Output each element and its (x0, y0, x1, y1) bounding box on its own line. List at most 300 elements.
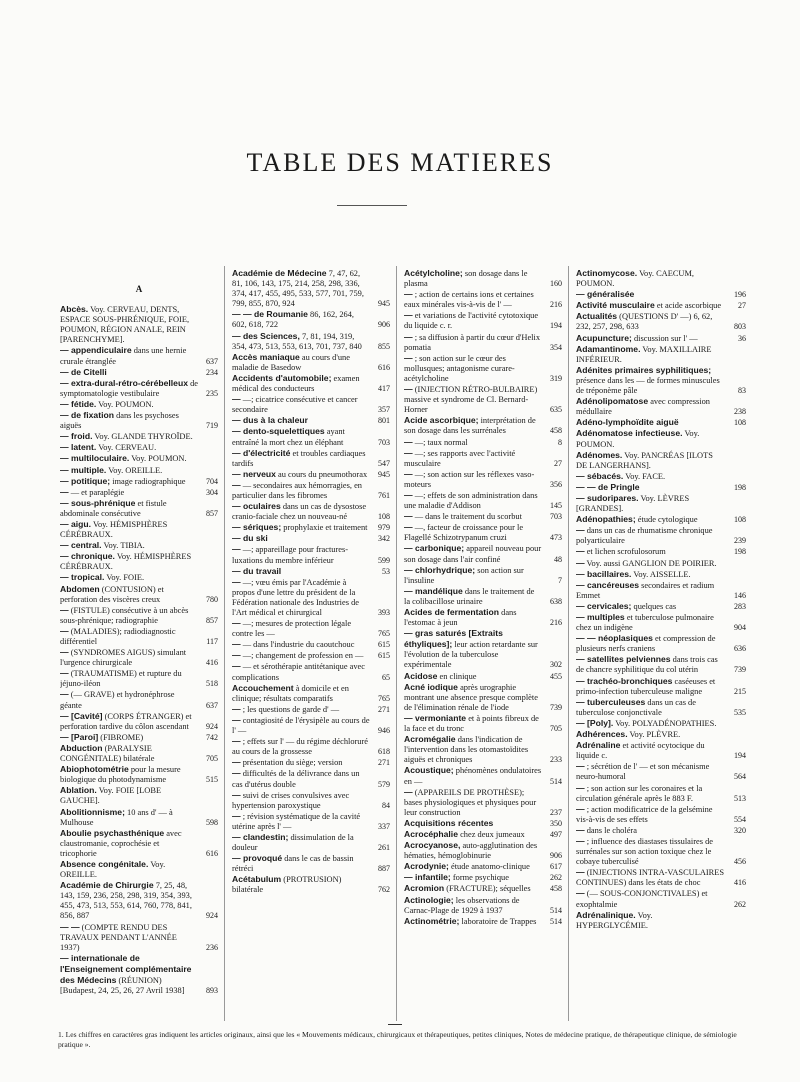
index-entry (576, 396, 746, 417)
entry-heading: — [Poly]. (576, 717, 614, 728)
entry-heading: — (60, 625, 69, 636)
index-entry (404, 883, 562, 894)
entry-heading: — (576, 546, 585, 557)
entry-heading: — appendiculaire (60, 345, 132, 356)
entry-text (404, 384, 544, 415)
entry-description: (PARALYSIE CONGÉNITALE) bilatérale (60, 743, 155, 764)
entry-description: Voy. PLÈVRE. (629, 730, 681, 740)
entry-description: — dans l'industrie du caoutchouc (242, 640, 355, 650)
index-entry (576, 428, 746, 449)
entry-text (60, 711, 200, 732)
page-number: 302 (550, 660, 562, 670)
entry-text (576, 268, 728, 289)
entry-description: Voy. HÉMISPHÈRES CÉRÉBRAUX. (60, 552, 192, 572)
page-number: 906 (378, 320, 390, 330)
index-entry (60, 498, 218, 519)
entry-text (404, 861, 544, 872)
index-entry (404, 490, 562, 511)
page-number: 237 (550, 807, 562, 817)
index-entry (576, 729, 746, 740)
page-number: 535 (734, 707, 746, 717)
index-entry (576, 344, 746, 365)
page-number: 579 (378, 779, 390, 789)
index-entry (576, 718, 746, 729)
entry-description: —, facteur de croissance pour le Flagellé Schizotrypanum cruzi (404, 523, 524, 543)
entry-description: et tuberculose pulmonaire chez un indigène (576, 613, 714, 633)
entry-description: prophylaxie et traitement (283, 523, 368, 533)
entry-heading: Adénomes. (576, 449, 623, 460)
entry-heading: Adénites primaires syphilitiques; (576, 364, 712, 375)
index-entry (232, 522, 390, 533)
entry-heading: Absence congénitale. (60, 858, 149, 869)
entry-heading: — du travail (232, 565, 282, 576)
page-number: 513 (734, 793, 746, 803)
index-entry (60, 828, 218, 859)
index-entry (576, 654, 746, 675)
entry-description: et fistule abdominale consécutive (60, 498, 167, 518)
entry-heading: — fétide. (60, 398, 97, 409)
index-entry (232, 715, 390, 736)
index-entry (60, 572, 218, 583)
index-entry (232, 309, 390, 330)
entry-heading: Acétabulum (232, 874, 282, 885)
index-entry (404, 895, 562, 916)
index-entry (576, 804, 746, 825)
entry-text (576, 428, 728, 449)
entry-heading: — chronique. (60, 551, 115, 562)
entry-text (60, 922, 200, 953)
entry-description: —; appareillage pour fractures-luxations du membre inférieur (232, 545, 349, 565)
index-entry (232, 394, 390, 415)
entry-text (404, 268, 544, 289)
entry-description: (FISTULE) consécutive à un abcès sous-phrénique; radiographie (60, 605, 189, 625)
entry-description: de symptomatologie vestibulaire (60, 378, 198, 398)
entry-description: phénomènes ondulatoires en — (404, 766, 542, 786)
entry-heading: — bacillaires. (576, 568, 632, 579)
entry-text (60, 689, 200, 710)
page-number: 262 (550, 873, 562, 883)
entry-heading: — — (60, 921, 80, 932)
entry-text (232, 394, 372, 415)
entry-description: dans un cas de rhumatisme chronique polyarticulaire (576, 526, 713, 546)
entry-text (576, 676, 728, 697)
entry-text (232, 309, 372, 330)
title-divider (337, 205, 407, 206)
entry-description: (TRAUMATISME) et rupture du jéjuno-iléon (60, 669, 182, 689)
entry-description: (COMPTE RENDU DES TRAVAUX PENDANT L'ANNÉE 1937) (60, 922, 177, 952)
index-entry (232, 790, 390, 811)
entry-text (232, 533, 372, 544)
entry-description: ; action modificatrice de la gelsémine vis-à-vis de ses effets (576, 804, 713, 824)
entry-heading: — (404, 468, 413, 479)
page-number: 108 (734, 418, 746, 428)
entry-text (404, 872, 544, 883)
index-entry (576, 525, 746, 546)
entry-text (404, 734, 544, 765)
entry-heading: — des Sciences, (232, 330, 300, 341)
index-entry (60, 410, 218, 431)
entry-heading: — (232, 639, 241, 650)
entry-description: ; effets sur l' — du régime déchloruré au cours de la grossesse (232, 737, 368, 757)
index-entry (404, 448, 562, 469)
entry-description: caséeuses et primo-infection tuberculeuse maligne (576, 676, 716, 696)
page-number: 554 (734, 814, 746, 824)
entry-description: Voy. OREILLE. (60, 859, 166, 880)
entry-description: (RÉUNION) [Budapest, 24, 25, 26, 27 Avril 1938] (60, 976, 185, 996)
index-entry (60, 953, 218, 996)
entry-description: —; mesures de protection légale contre les — (232, 619, 352, 639)
entry-description: — dans le traitement du scorbut (414, 512, 522, 522)
entry-text (232, 577, 372, 618)
index-entry (232, 373, 390, 394)
entry-description: Voy. FACE. (625, 471, 666, 481)
page-number: 216 (550, 618, 562, 628)
entry-text (404, 310, 544, 331)
entry-text (232, 736, 372, 757)
entry-text (60, 453, 200, 464)
entry-description: contagiosité de l'érysipèle au cours de l' — (232, 715, 370, 736)
entry-heading: Adrénalinique. (576, 909, 636, 920)
page-number: 458 (550, 884, 562, 894)
entry-heading: — (404, 511, 413, 522)
entry-text (232, 544, 372, 565)
entry-text (232, 757, 372, 768)
page-number: 337 (378, 821, 390, 831)
entry-heading: — chlorhydrique; (404, 564, 476, 575)
entry-description: image radiographique (112, 476, 186, 486)
index-entry (60, 367, 218, 378)
entry-description: Voy. POUMON. (98, 399, 154, 409)
entry-description: avec claustromanie, coprochésie et tricophorie (60, 828, 182, 858)
page-number: 342 (378, 534, 390, 544)
entry-text (232, 790, 372, 811)
page-number: 615 (378, 651, 390, 661)
index-entry (60, 519, 218, 540)
page-number: 704 (206, 476, 218, 486)
page-number: 617 (550, 862, 562, 872)
entry-text (404, 883, 544, 894)
index-entry (404, 415, 562, 436)
index-entry (232, 736, 390, 757)
entry-heading: — (404, 522, 413, 533)
index-entry (232, 650, 390, 661)
entry-text (60, 540, 200, 551)
page-number: 416 (206, 658, 218, 668)
index-entry (60, 399, 218, 410)
entry-description: dans le traitement de la colibacillose urinaire (404, 586, 535, 606)
entry-description: Voy. GLANDE THYROÏDE. (94, 432, 193, 442)
entry-text (404, 448, 544, 469)
entry-description: ; son action sur les coronaires et la circulation générale après le 883 F. (576, 783, 703, 803)
entry-heading: Abiophotométrie (60, 764, 129, 775)
page-number: 239 (734, 536, 746, 546)
page-number: 616 (206, 848, 218, 858)
index-entry (404, 840, 562, 861)
entry-heading: — cervicales; (576, 600, 632, 611)
index-entry (404, 511, 562, 522)
entry-description: présence dans les — de formes minuscules de tréponème pâle (576, 375, 720, 396)
page-number: 803 (734, 322, 746, 332)
entry-text (232, 426, 372, 447)
entry-text (232, 853, 372, 874)
entry-description: 7, 47, 62, 81, 106, 143, 175, 214, 258, 298, 336, 374, 417, 455, 495, 533, 577, 701, 759, 799, 855, 870, 924 (232, 269, 364, 309)
entry-text (404, 353, 544, 384)
entry-description: (MALADIES); radiodiagnostic différentiel (60, 626, 176, 646)
entry-heading: Accès maniaque (232, 351, 300, 362)
entry-text (60, 605, 200, 626)
entry-text (404, 543, 544, 564)
index-entry (576, 546, 746, 557)
entry-description: Voy. CERVEAU, DENTS, ESPACE SOUS-PHRÉNIQUE, FOIE, POUMON, RÉGION ANALE, REIN [PARENCHYME]. (60, 305, 190, 345)
entry-heading: — dus à la chaleur (232, 415, 308, 426)
entry-description: (INJECTION RÉTRO-BULBAIRE) massive et syndrome de Cl. Bernard-Horner (404, 385, 538, 415)
entry-text (404, 469, 544, 490)
entry-heading: — du ski (232, 533, 268, 544)
entry-description: examen médical des conducteurs (232, 373, 360, 394)
entry-text (232, 448, 372, 469)
index-entry (404, 787, 562, 818)
page-number: 945 (378, 469, 390, 479)
entry-text (576, 654, 728, 675)
entry-text (404, 787, 544, 818)
entry-text (60, 345, 200, 366)
index-entry (576, 825, 746, 836)
index-entry (576, 450, 746, 471)
entry-heading: Actinomycose. (576, 268, 638, 278)
page-number: 615 (378, 640, 390, 650)
page-number: 357 (378, 405, 390, 415)
entry-heading: Adénopathies; (576, 514, 636, 525)
entry-text (60, 647, 200, 668)
index-entry (576, 697, 746, 718)
entry-text (404, 671, 544, 682)
index-entry (60, 465, 218, 476)
page-number: 234 (206, 367, 218, 377)
entry-text (404, 565, 544, 586)
entry-heading: — — de Roumanie (232, 309, 308, 320)
entry-text (60, 828, 200, 859)
entry-text (60, 572, 200, 583)
page-number: 53 (382, 566, 390, 576)
index-entry (232, 768, 390, 789)
page-number: 514 (550, 905, 562, 915)
page-number: 215 (734, 686, 746, 696)
page-number: 518 (206, 679, 218, 689)
entry-text (232, 522, 372, 533)
column-divider (568, 266, 569, 1021)
entry-heading: Adénolipomatose (576, 396, 649, 407)
page-number: 8 (558, 437, 562, 447)
entry-description: et activité ocytocique du liquide c. (576, 741, 705, 761)
index-entry (232, 426, 390, 447)
entry-description: Voy. POLYADÉNOPATHIES. (615, 718, 717, 728)
index-entry (60, 453, 218, 464)
index-entry (404, 671, 562, 682)
index-entry (60, 487, 218, 498)
entry-heading: — généralisée (576, 289, 635, 300)
entry-heading: Acromion (404, 883, 445, 894)
entry-heading: — (576, 824, 585, 835)
entry-description: dissimulation de la douleur (232, 832, 354, 853)
entry-heading: — (60, 689, 69, 700)
entry-heading: Acrocéphalie (404, 828, 458, 839)
entry-heading: — (232, 479, 241, 490)
entry-heading: — (576, 835, 585, 846)
entry-heading: — (232, 714, 241, 725)
entry-heading: — clandestin; (232, 831, 289, 842)
entry-description: (FRACTURE); séquelles (446, 884, 531, 894)
index-entry (60, 378, 218, 399)
entry-text (404, 713, 544, 734)
entry-text (404, 818, 544, 829)
entry-text (576, 729, 728, 740)
entry-text (232, 268, 372, 309)
page-number: 458 (550, 426, 562, 436)
entry-heading: — (404, 786, 413, 797)
entry-description: Voy. MAXILLAIRE INFÉRIEUR. (576, 344, 712, 364)
entry-text (576, 867, 728, 888)
entry-heading: — nerveux (232, 468, 276, 479)
index-entry (232, 618, 390, 639)
page-number: 304 (206, 487, 218, 497)
entry-heading: — (576, 867, 585, 878)
page-number: 319 (550, 373, 562, 383)
index-entry (576, 333, 746, 344)
entry-heading: Acné iodique (404, 681, 458, 692)
index-entry (576, 417, 746, 428)
entry-description: ayant entraîné la mort chez un éléphant (232, 427, 345, 447)
index-entry (404, 437, 562, 448)
entry-text (576, 718, 728, 729)
entry-description: au cours du pneumothorax (278, 469, 368, 479)
entry-text (404, 607, 544, 628)
page-number: 145 (550, 501, 562, 511)
entry-description: ; influence des diastases tissulaires de surrénales sur son action toxique chez le cobaye tuberculisé (576, 836, 713, 867)
index-entry (60, 732, 218, 743)
entry-heading: Acétylcholine; (404, 268, 463, 278)
entry-heading: Accidents d'automobile; (232, 372, 332, 383)
entry-text (576, 493, 728, 514)
index-entry (60, 711, 218, 732)
entry-description: et troubles cardiaques tardifs (232, 448, 366, 468)
index-entry (60, 540, 218, 551)
index-entry (404, 289, 562, 310)
section-letter: A (135, 284, 143, 294)
entry-text (404, 840, 544, 861)
entry-description: en clinique (439, 671, 477, 681)
entry-text (232, 469, 372, 480)
entry-heading: — (576, 761, 585, 772)
entry-text (576, 396, 728, 417)
entry-description: pour la mesure biologique du photodynamisme (60, 765, 181, 785)
entry-heading: Acrocyanose, (404, 840, 461, 851)
index-entry (60, 476, 218, 487)
entry-heading: — carbonique; (404, 543, 465, 554)
entry-text (232, 618, 372, 639)
entry-description: —; vœu émis par l'Académie à propos d'une lettre du président de la Fédération nationale des Industries de l'Art médical et chirurgical (232, 577, 359, 617)
page-number: 356 (550, 479, 562, 489)
entry-description: discussion sur l' — (633, 333, 698, 343)
entry-description: après urographie montrant une absence presque complète de l'élimination rénale de l'iode (404, 682, 538, 712)
entry-description: Voy. CAECUM, POUMON. (576, 269, 695, 289)
index-entry (576, 676, 746, 697)
entry-description: (PROTRUSION) bilatérale (232, 875, 342, 895)
entry-heading: — dento-squelettiques (232, 426, 325, 437)
entry-text (232, 832, 372, 853)
page-number: 146 (734, 590, 746, 600)
entry-description: présentation du siège; version (242, 758, 343, 768)
entry-heading: — — néoplasiques (576, 633, 653, 644)
index-entry (404, 353, 562, 384)
page-number: 739 (550, 702, 562, 712)
entry-description: Voy. LÈVRES [GRANDES]. (576, 493, 690, 514)
entry-heading: — [Cavité] (60, 710, 103, 721)
page-number: 7 (558, 575, 562, 585)
index-entry (576, 311, 746, 332)
page-number: 236 (206, 942, 218, 952)
index-entry (232, 501, 390, 522)
page-number: 761 (378, 490, 390, 500)
index-entry (232, 566, 390, 577)
entry-text (404, 765, 544, 786)
index-entry (60, 785, 218, 806)
entry-heading: — multiloculaire. (60, 453, 130, 464)
entry-text (576, 525, 728, 546)
index-entry (232, 448, 390, 469)
entry-text (232, 811, 372, 832)
entry-text (576, 888, 728, 909)
entry-text (232, 566, 372, 577)
entry-heading: Abdomen (60, 583, 100, 594)
entry-text (576, 825, 728, 836)
entry-text (576, 300, 728, 311)
page-number: 271 (378, 704, 390, 714)
entry-heading: — potitique; (60, 475, 111, 486)
entry-text (232, 874, 372, 895)
index-entry (404, 916, 562, 927)
entry-heading: — (404, 310, 413, 321)
entry-text (232, 683, 372, 704)
entry-heading: — aigu. (60, 518, 92, 529)
index-entry (404, 682, 562, 713)
page-number: 765 (378, 629, 390, 639)
index-entry (576, 783, 746, 804)
entry-description: étude anatomo-clinique (450, 862, 530, 872)
entry-description: dans le choléra (586, 825, 637, 835)
entry-heading: Actualités (576, 311, 618, 322)
entry-heading: Acrodynie; (404, 861, 449, 872)
entry-heading: — (576, 803, 585, 814)
entry-heading: — trachéo-bronchiques (576, 675, 673, 686)
entry-description: (CONTUSION) et perforation des viscères creux (60, 584, 164, 604)
entry-description: —; taux normal (414, 437, 468, 447)
page-number: 742 (206, 732, 218, 742)
entry-heading: — tropical. (60, 572, 105, 583)
page-number: 108 (378, 512, 390, 522)
page-number: 635 (550, 405, 562, 415)
entry-heading: — (60, 647, 69, 658)
page-number: 194 (550, 321, 562, 331)
index-entry (60, 764, 218, 785)
entry-heading: — internationale de l'Enseignement complémentaire des Médecins (60, 952, 192, 985)
entry-heading: — vermoniante (404, 712, 467, 723)
entry-heading: — (404, 289, 413, 300)
entry-text (60, 399, 200, 410)
entry-text (576, 344, 728, 365)
entry-heading: — sudoripares. (576, 492, 639, 503)
index-entry (60, 584, 218, 605)
index-entry (576, 867, 746, 888)
